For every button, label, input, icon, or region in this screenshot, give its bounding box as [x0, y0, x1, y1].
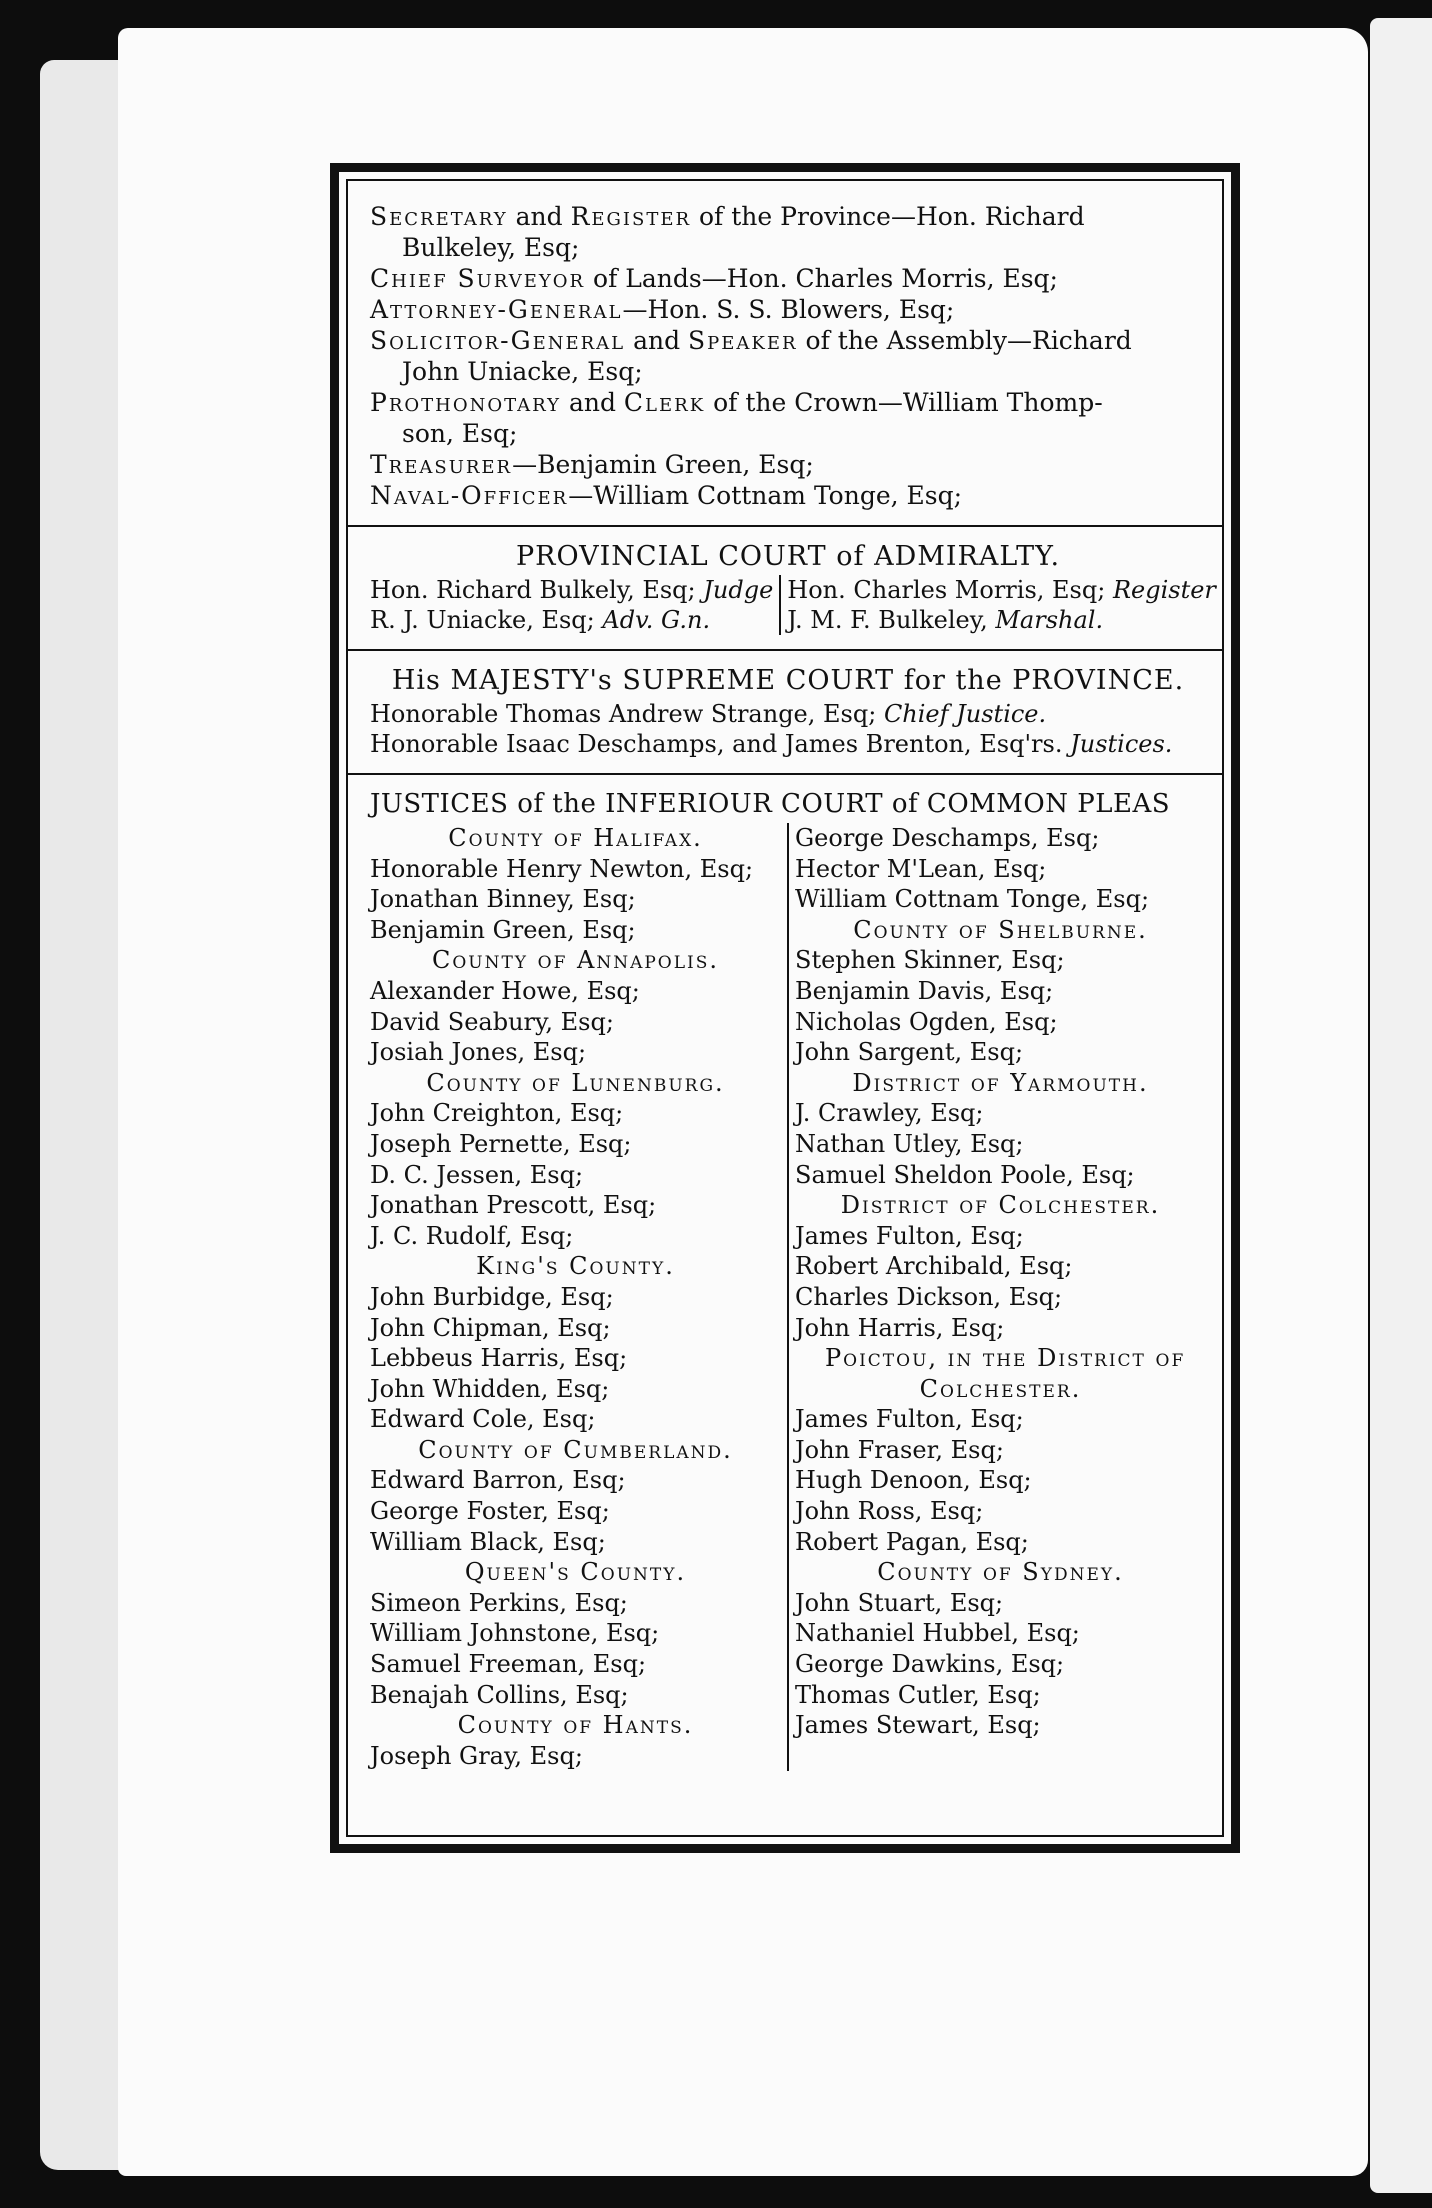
justice-name: Lebbeus Harris, Esq; [370, 1344, 628, 1373]
solicitor-line: Solicitor-General and Speaker of the Assembly—Richard [370, 326, 1132, 355]
county-heading: County of Shelburne. [853, 915, 1148, 944]
county-heading: County of Hants. [457, 1711, 694, 1740]
admiralty-officers [370, 575, 1216, 635]
justice-name: John Creighton, Esq; [370, 1099, 624, 1128]
justice-name: Edward Barron, Esq; [370, 1466, 626, 1495]
justice-name: Charles Dickson, Esq; [795, 1282, 1063, 1311]
justice-name: Samuel Sheldon Poole, Esq; [795, 1160, 1135, 1189]
justice-name: Nathaniel Hubbel, Esq; [795, 1619, 1080, 1648]
justice-name: Benjamin Green, Esq; [370, 915, 636, 944]
document-border [330, 163, 1240, 1853]
prothonotary-line-cont: son, Esq; [402, 419, 518, 448]
admiralty-title: PROVINCIAL COURT of ADMIRALTY. [515, 541, 1061, 572]
attorney-line: Attorney-General—Hon. S. S. Blowers, Esq; [370, 295, 955, 324]
justice-name: J. C. Rudolf, Esq; [370, 1221, 574, 1250]
county-heading: County of Annapolis. [431, 946, 720, 975]
county-heading: District of Yarmouth. [852, 1068, 1149, 1097]
county-heading: Poictou, in the District of [825, 1344, 1186, 1373]
justice-name: Jonathan Prescott, Esq; [370, 1191, 657, 1220]
justice-name: James Stewart, Esq; [795, 1711, 1041, 1740]
justice-name: John Chipman, Esq; [370, 1313, 611, 1342]
county-heading: County of Cumberland. [418, 1435, 733, 1464]
admiralty-entry: J. M. F. Bulkeley, Marshal. [787, 606, 1104, 634]
justice-name: John Ross, Esq; [795, 1497, 984, 1526]
county-heading: King's County. [476, 1252, 675, 1281]
county-heading: County of Sydney. [877, 1558, 1124, 1587]
prothonotary-line: Prothonotary and Clerk of the Crown—William Thomp- [370, 388, 1103, 417]
admiralty-entry: Hon. Richard Bulkely, Esq; Judge [370, 576, 774, 604]
admiralty-right-column [779, 575, 1216, 635]
justice-name: Stephen Skinner, Esq; [795, 946, 1065, 975]
solicitor-line-cont: John Uniacke, Esq; [402, 357, 643, 386]
justice-name: John Burbidge, Esq; [370, 1282, 614, 1311]
admiralty-entry: Hon. Charles Morris, Esq; Register [787, 576, 1216, 604]
justice-name: William Cottnam Tonge, Esq; [795, 885, 1150, 914]
secretary-line-cont: Bulkeley, Esq; [402, 233, 580, 262]
justice-name: Nathan Utley, Esq; [795, 1129, 1024, 1158]
justice-name: James Fulton, Esq; [795, 1221, 1024, 1250]
justice-name: John Harris, Esq; [795, 1313, 1005, 1342]
justice-name: James Fulton, Esq; [795, 1405, 1024, 1434]
justice-name: John Whidden, Esq; [370, 1374, 610, 1403]
supreme-court-section [370, 663, 1206, 759]
justice-name: David Seabury, Esq; [370, 1007, 614, 1036]
admiralty-section [370, 539, 1216, 635]
document-inner-border [346, 179, 1224, 1837]
justice-name: J. Crawley, Esq; [795, 1099, 984, 1128]
justice-name: Robert Pagan, Esq; [795, 1527, 1029, 1556]
province-officers [370, 201, 1206, 511]
justice-name: George Dawkins, Esq; [795, 1650, 1065, 1679]
county-heading: County of Lunenburg. [426, 1068, 725, 1097]
justice-name: George Deschamps, Esq; [795, 824, 1100, 852]
page-edge-left [40, 60, 130, 2170]
justices-left-column [370, 823, 787, 1771]
admiralty-left-column [370, 575, 779, 635]
surveyor-line: Chief Surveyor of Lands—Hon. Charles Morris, Esq; [370, 264, 1058, 293]
county-heading: County of Halifax. [448, 824, 703, 852]
justice-name: Joseph Pernette, Esq; [370, 1129, 632, 1158]
county-heading: District of Colchester. [840, 1191, 1161, 1220]
justice-name: Benjamin Davis, Esq; [795, 976, 1054, 1005]
justices-columns [370, 823, 1206, 1771]
justice-name: Nicholas Ogden, Esq; [795, 1007, 1058, 1036]
justice-name: Robert Archibald, Esq; [795, 1252, 1073, 1281]
admiralty-entry: R. J. Uniacke, Esq; Adv. G.n. [370, 606, 711, 634]
secretary-line: Secretary and Register of the Province—Hon. Richard [370, 202, 1085, 231]
justice-name: Honorable Henry Newton, Esq; [370, 854, 754, 883]
justice-name: Thomas Cutler, Esq; [795, 1680, 1041, 1709]
treasurer-line: Treasurer—Benjamin Green, Esq; [370, 450, 814, 479]
justice-name: John Sargent, Esq; [795, 1038, 1024, 1067]
chief-justice-line: Honorable Thomas Andrew Strange, Esq; Chief Justice. [370, 700, 1047, 728]
justice-name: John Fraser, Esq; [795, 1435, 1004, 1464]
divider [348, 649, 1222, 651]
justice-name: Edward Cole, Esq; [370, 1405, 596, 1434]
county-heading: Colchester. [919, 1374, 1082, 1403]
justice-name: D. C. Jessen, Esq; [370, 1160, 584, 1189]
divider [348, 525, 1222, 527]
supreme-court-title: His MAJESTY's SUPREME COURT for the PROVINCE. [391, 665, 1185, 696]
justice-name: Samuel Freeman, Esq; [370, 1650, 647, 1679]
justices-line: Honorable Isaac Deschamps, and James Brenton, Esq'rs. Justices. [370, 730, 1173, 758]
common-pleas-section [370, 787, 1206, 1771]
county-heading: Queen's County. [464, 1558, 687, 1587]
page-edge-right [1370, 18, 1432, 2193]
justice-name: John Stuart, Esq; [795, 1588, 1004, 1617]
justice-name: George Foster, Esq; [370, 1497, 610, 1526]
justice-name: Hector M'Lean, Esq; [795, 854, 1047, 883]
justice-name: Alexander Howe, Esq; [370, 976, 640, 1005]
justice-name: Hugh Denoon, Esq; [795, 1466, 1032, 1495]
justices-right-column [787, 823, 1206, 1771]
justice-name: Josiah Jones, Esq; [370, 1038, 587, 1067]
justice-name: Simeon Perkins, Esq; [370, 1588, 628, 1617]
common-pleas-title: JUSTICES of the INFERIOUR COURT of COMMON PLEAS [370, 789, 1171, 819]
justice-name: Jonathan Binney, Esq; [370, 885, 636, 914]
justice-name: William Johnstone, Esq; [370, 1619, 660, 1648]
divider [348, 773, 1222, 775]
naval-officer-line: Naval-Officer—William Cottnam Tonge, Esq; [370, 481, 963, 510]
justice-name: Joseph Gray, Esq; [370, 1741, 583, 1770]
justice-name: William Black, Esq; [370, 1527, 606, 1556]
justice-name: Benajah Collins, Esq; [370, 1680, 629, 1709]
